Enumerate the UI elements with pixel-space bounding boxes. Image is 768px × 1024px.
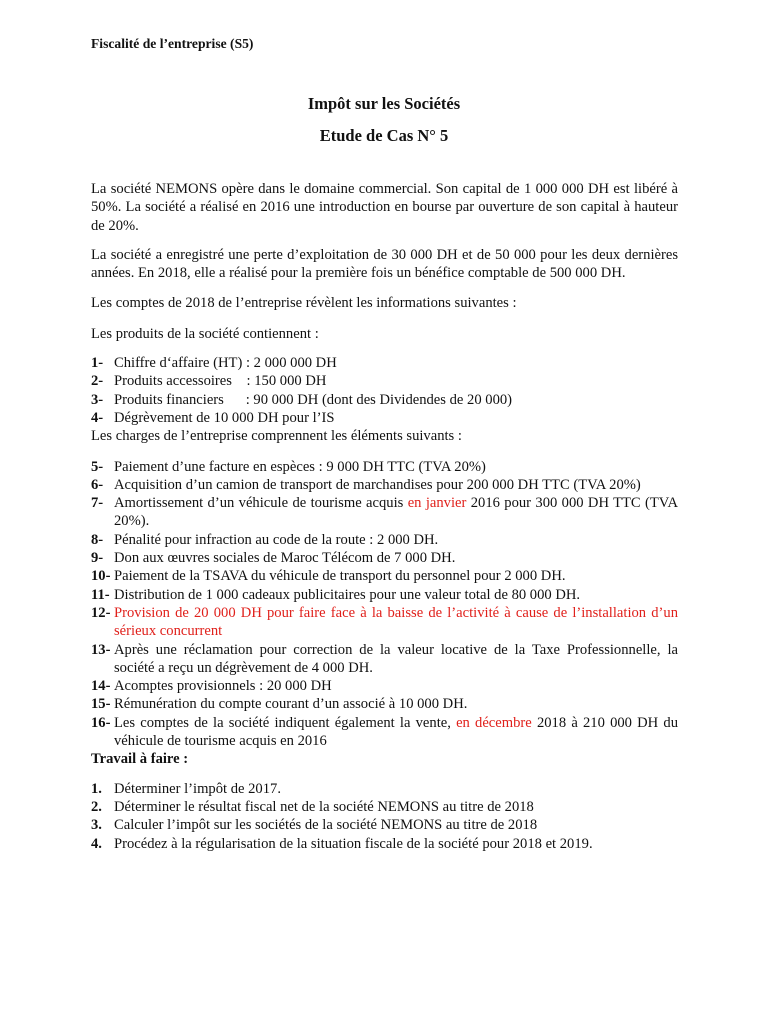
item-number: 2. — [91, 798, 102, 815]
item-text: Calculer l’impôt sur les sociétés de la société NEMONS au titre de 2018 — [114, 817, 538, 834]
course-header: Fiscalité de l’entreprise (S5) — [91, 36, 254, 51]
highlight-text: en décembre — [456, 714, 532, 731]
item-number: 4. — [91, 835, 102, 852]
item-number: 9- — [91, 550, 104, 567]
item-number: 12- — [91, 604, 111, 621]
item-text: Dégrèvement de 10 000 DH pour l’IS — [114, 409, 335, 426]
list-item — [91, 677, 678, 695]
item-text: Acomptes provisionnels : 20 000 DH — [114, 678, 332, 695]
item-text: Don aux œuvres sociales de Maroc Télécom de 7 000 DH. — [114, 550, 456, 567]
document-body — [91, 180, 678, 853]
item-number: 1- — [91, 355, 104, 372]
travail-list — [91, 780, 678, 853]
item-text: Paiement d’une facture en espèces : 9 000 DH TTC (TVA 20%) — [114, 458, 486, 475]
item-text: Paiement de la TSAVA du véhicule de transport du personnel pour 2 000 DH. — [114, 568, 566, 585]
item-number: 1. — [91, 780, 102, 797]
list-item — [91, 567, 678, 585]
item-text: Rémunération du compte courant d’un associé à 10 000 DH. — [114, 696, 468, 713]
item-number: 16- — [91, 714, 111, 731]
item-text: Distribution de 1 000 cadeaux publicitaires pour une valeur total de 80 000 DH. — [114, 586, 581, 603]
list-item — [91, 354, 678, 372]
produits-list — [91, 354, 678, 427]
list-item — [91, 835, 678, 853]
item-number: 11- — [91, 586, 110, 603]
document-title: Impôt sur les Sociétés — [307, 94, 461, 113]
item-text: Les comptes de la société indiquent également la vente, — [114, 714, 457, 731]
item-text: 2018 à 210 000 DH du véhicule de tourisme acquis en 2016 — [114, 714, 678, 750]
highlight-text: en janvier — [407, 495, 467, 512]
list-item — [91, 798, 678, 816]
item-number: 6- — [91, 476, 104, 493]
item-number: 14- — [91, 678, 111, 695]
item-number: 2- — [91, 373, 104, 390]
item-text: Procédez à la régularisation de la situation fiscale de la société pour 2018 et 2019. — [114, 835, 593, 852]
item-number: 3. — [91, 817, 102, 834]
list-item — [91, 816, 678, 834]
list-item — [91, 586, 678, 604]
item-number: 4- — [91, 409, 104, 426]
item-text: Chiffre d‘affaire (HT) : 2 000 000 DH — [114, 355, 337, 372]
item-number: 3- — [91, 391, 104, 408]
list-item — [91, 549, 678, 567]
list-item — [91, 372, 678, 390]
item-text: Amortissement d’un véhicule de tourisme acquis — [114, 495, 408, 512]
item-text: Déterminer le résultat fiscal net de la société NEMONS au titre de 2018 — [114, 798, 534, 815]
item-text: Après une réclamation pour correction de la valeur locative de la Taxe Professionnelle, la société a reçu un dégrèvement de 4 000 DH. — [114, 641, 678, 676]
list-item — [91, 494, 678, 531]
produits-intro: Les produits de la société contiennent : — [91, 325, 319, 342]
charges-list — [91, 458, 678, 751]
item-number: 7- — [91, 495, 104, 512]
list-item — [91, 458, 678, 476]
item-text: Pénalité pour infraction au code de la route : 2 000 DH. — [114, 531, 439, 548]
list-item — [91, 695, 678, 713]
intro-paragraph-2: La société a enregistré une perte d’exploitation de 30 000 DH et de 50 000 pour les deux dernières années. En 2018, elle a réalisé pour la première fois un bénéfice comptable de 500 000 DH. — [91, 246, 678, 282]
item-text: Produits accessoires : 150 000 DH — [114, 373, 327, 390]
list-item — [91, 409, 678, 427]
intro-paragraph-3: Les comptes de 2018 de l’entreprise révèlent les informations suivantes : — [91, 295, 517, 312]
case-study-title: Etude de Cas N° 5 — [319, 126, 449, 145]
list-item — [91, 531, 678, 549]
item-text: Acquisition d’un camion de transport de marchandises pour 200 000 DH TTC (TVA 20%) — [114, 476, 641, 493]
item-text: Déterminer l’impôt de 2017. — [114, 780, 281, 797]
list-item — [91, 604, 678, 641]
item-number: 5- — [91, 458, 104, 475]
intro-paragraph-1: La société NEMONS opère dans le domaine commercial. Son capital de 1 000 000 DH est libéré à 50%. La société a réalisé en 2016 une introduction en bourse par ouverture de son capital à hauteur de 20%. — [91, 181, 678, 234]
item-text: 2016 pour 300 000 DH TTC (TVA 20%). — [114, 495, 678, 530]
item-number: 13- — [91, 641, 111, 658]
list-item — [91, 476, 678, 494]
list-item — [91, 714, 678, 751]
item-number: 10- — [91, 568, 111, 585]
list-item — [91, 641, 678, 678]
list-item — [91, 780, 678, 798]
item-text: Produits financiers : 90 000 DH (dont des Dividendes de 20 000) — [114, 391, 513, 408]
travail-title: Travail à faire : — [91, 751, 189, 768]
item-number: 15- — [91, 696, 111, 713]
list-item — [91, 391, 678, 409]
charges-intro: Les charges de l’entreprise comprennent les éléments suivants : — [91, 428, 462, 445]
item-number: 8- — [91, 531, 104, 548]
highlight-text: Provision de 20 000 DH pour faire face à la baisse de l’activité à cause de l’installation d’un sérieux concurrent — [114, 604, 678, 640]
